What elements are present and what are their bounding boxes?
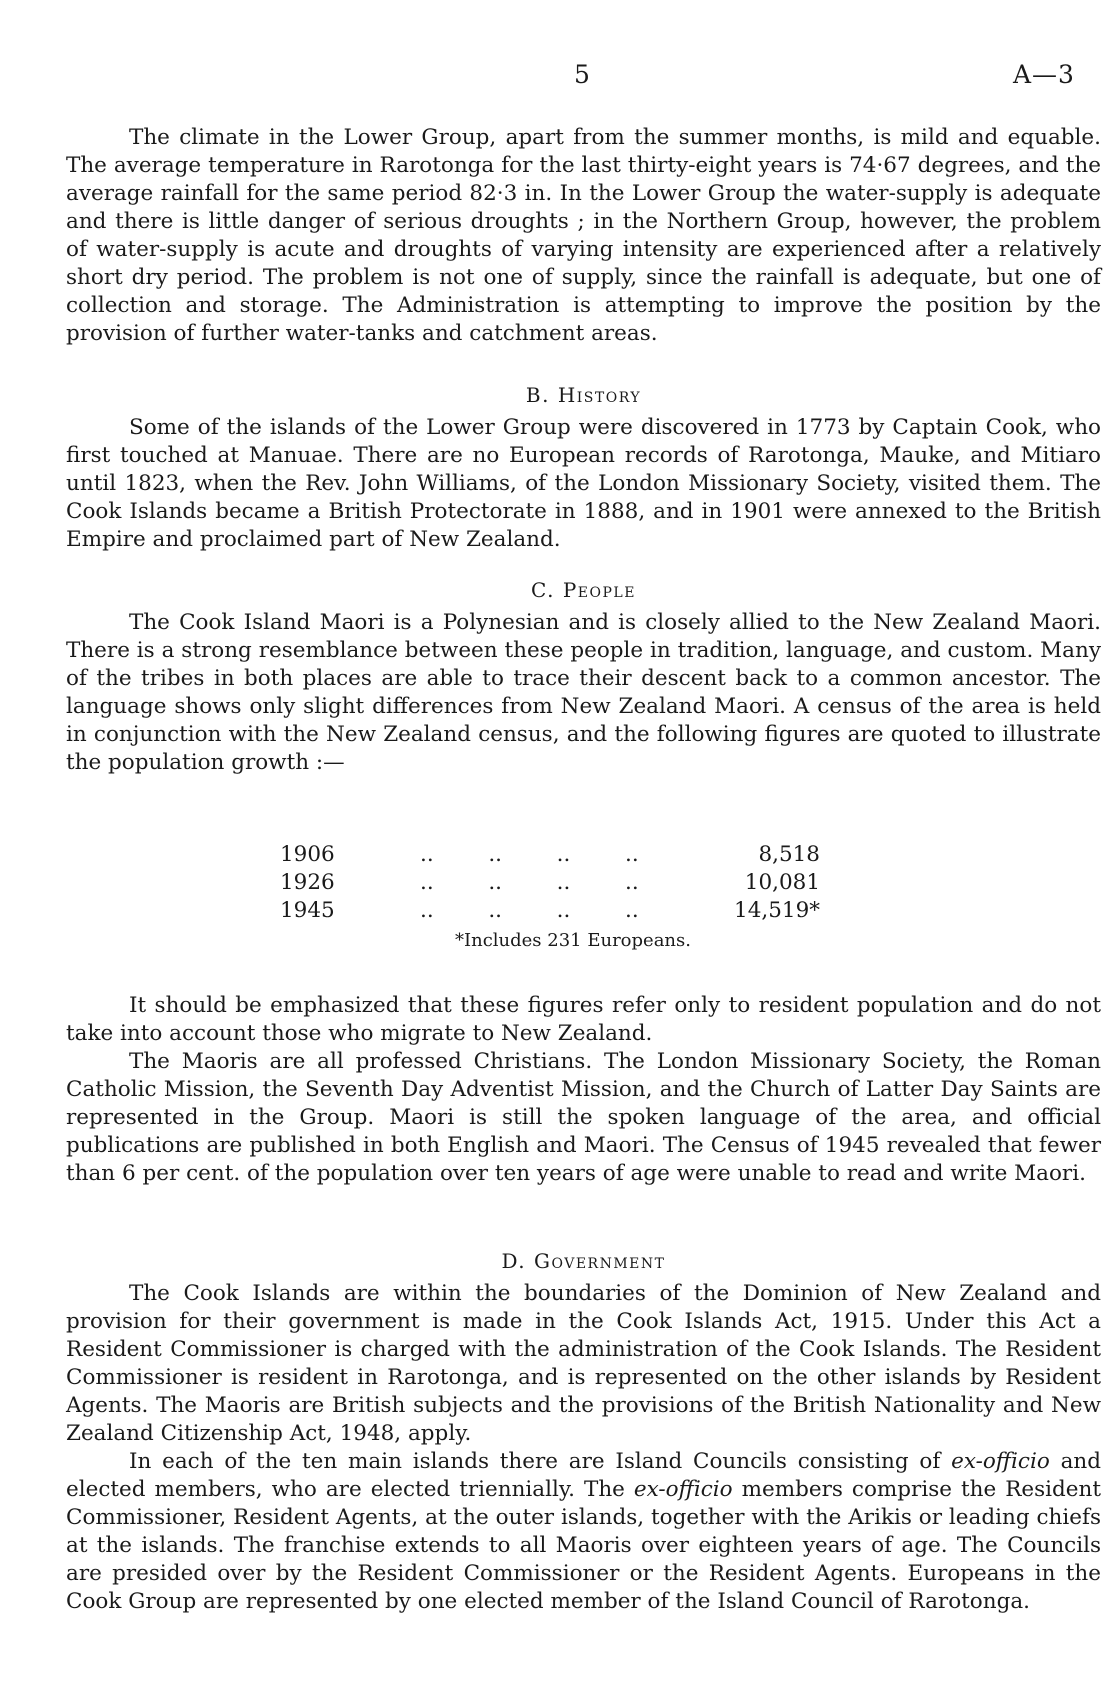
government-text-e: members comprise the Resident Commissioner, Resident Agents, at the outer islands, together with the Arikis or leading chiefs at the islands. The franchise extends to all Maoris over eighteen years of age. The Councils are presided over by the Resident Commissioner or the Resident Agents. Europeans in the Cook Group are represented by one elected member of the Island Council of Rarotonga. — [66, 1477, 1101, 1614]
population-value: 10,081 — [744, 870, 820, 895]
table-row — [280, 869, 820, 897]
people-heading: C. People — [531, 578, 636, 602]
people-section — [66, 577, 1101, 777]
population-value: 14,519* — [734, 898, 820, 923]
leader-dots: .. .. .. .. — [420, 898, 639, 923]
history-paragraph: Some of the islands of the Lower Group were discovered in 1773 by Captain Cook, who first touched at Manuae. There are no European records of Rarotonga, Mauke, and Mitiaro until 1823, when the Rev. John Williams, of the London Missionary Society, visited them. The Cook Islands became a British Protectorate in 1888, and in 1901 were annexed to the British Empire and proclaimed part of New Zealand. — [66, 415, 1101, 552]
history-heading: B. History — [525, 383, 642, 407]
page-number: 5 — [574, 60, 590, 89]
table-row — [280, 841, 820, 869]
population-year: 1906 — [280, 842, 335, 867]
population-year: 1945 — [280, 898, 335, 923]
government-section — [66, 1248, 1101, 1616]
history-section — [66, 382, 1101, 554]
people-religion-paragraph: The Maoris are all professed Christians. The London Missionary Society, the Roman Catholic Mission, the Seventh Day Adventist Mission, and the Church of Latter Day Saints are represented in the Group. Maori is still the spoken language of the area, and official publications are published in both English and Maori. The Census of 1945 revealed that fewer than 6 per cent. of the population over ten years of age were unable to read and write Maori. — [66, 1049, 1101, 1186]
ex-officio-term: ex-officio — [633, 1477, 733, 1502]
table-row — [280, 897, 820, 925]
government-text-c: and elected members, who are elected triennially. The — [66, 1449, 1101, 1502]
population-footnote: *Includes 231 Europeans. — [455, 930, 691, 951]
climate-block — [66, 124, 1101, 348]
government-paragraph-1: The Cook Islands are within the boundaries of the Dominion of New Zealand and provision for their government is made in the Cook Islands Act, 1915. Under this Act a Resident Commissioner is charged with the administration of the Cook Islands. The Resident Commissioner is resident in Rarotonga, and is represented on the other islands by Resident Agents. The Maoris are British subjects and the provisions of the British Nationality and New Zealand Citizenship Act, 1948, apply. — [66, 1281, 1101, 1446]
people-intro-paragraph: The Cook Island Maori is a Polynesian and is closely allied to the New Zealand Maori. There is a strong resemblance between these people in tradition, language, and custom. Many of the tribes in both places are able to trace their descent back to a common ancestor. The language shows only slight differences from New Zealand Maori. A census of the area is held in conjunction with the New Zealand census, and the following figures are quoted to illustrate the population growth :— — [66, 610, 1101, 775]
population-value: 8,518 — [758, 842, 820, 867]
leader-dots: .. .. .. .. — [420, 842, 639, 867]
climate-paragraph: The climate in the Lower Group, apart from the summer months, is mild and equable. The average temperature in Rarotonga for the last thirty-eight years is 74·67 degrees, and the average rainfall for the same period 82·3 in. In the Lower Group the water-supply is adequate and there is little danger of serious droughts ; in the Northern Group, however, the problem of water-supply is acute and droughts of varying intensity are experienced after a relatively short dry period. The problem is not one of supply, since the rainfall is adequate, but one of collection and storage. The Administration is attempting to improve the position by the provision of further water-tanks and catchment areas. — [66, 125, 1101, 346]
ex-officio-term: ex-officio — [951, 1449, 1050, 1474]
government-text-a: In each of the ten main islands there are Island Councils consisting of — [129, 1449, 952, 1474]
report-reference: A—3 — [1013, 60, 1075, 89]
government-paragraph-2 — [66, 1448, 1101, 1616]
people-resident-paragraph: It should be emphasized that these figures refer only to resident population and do not take into account those who migrate to New Zealand. — [66, 993, 1101, 1046]
population-table — [280, 841, 820, 925]
people-continued — [66, 992, 1101, 1188]
government-heading: D. Government — [501, 1249, 666, 1273]
leader-dots: .. .. .. .. — [420, 870, 639, 895]
population-year: 1926 — [280, 870, 335, 895]
